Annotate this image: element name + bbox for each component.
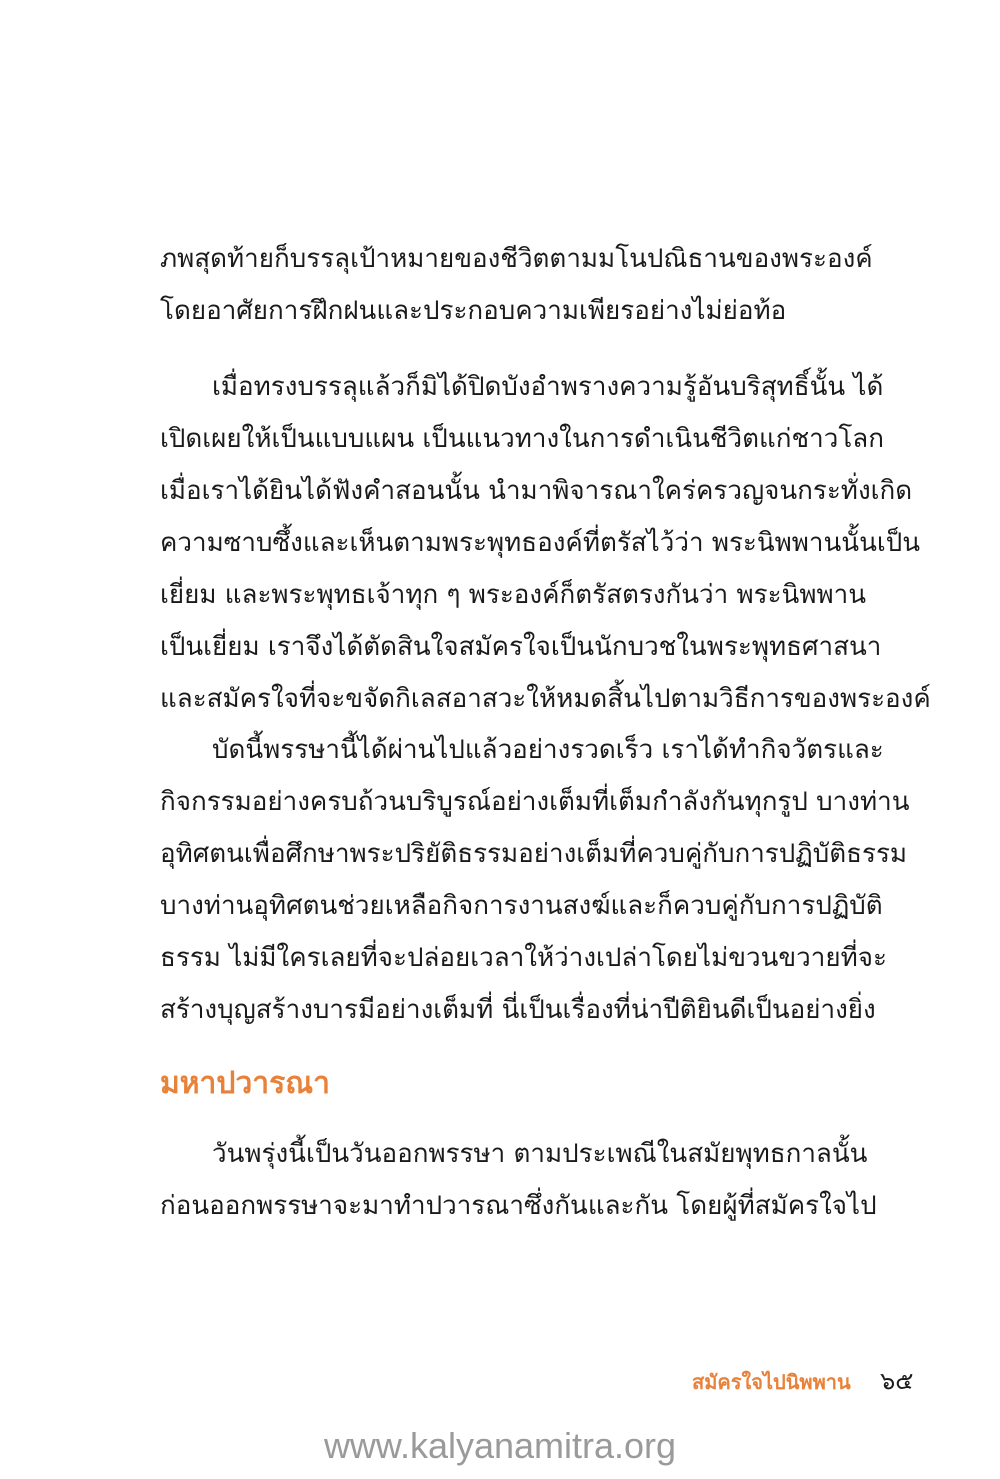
paragraph-3-line: บางท่านอุทิศตนช่วยเหลือกิจการงานสงฆ์และก็ควบคู่กับการปฏิบัติ <box>160 891 883 921</box>
paragraph-2 <box>160 361 931 725</box>
running-footer-title: สมัครใจไปนิพพาน <box>692 1370 851 1394</box>
paragraph-2-line: เยี่ยม และพระพุทธเจ้าทุก ๆ พระองค์ก็ตรัสตรงกันว่า พระนิพพาน <box>160 580 866 610</box>
paragraph-2-line: และสมัครใจที่จะขจัดกิเลสอาสวะให้หมดสิ้นไปตามวิธีการของพระองค์ <box>160 684 931 714</box>
paragraph-2-line: เปิดเผยให้เป็นแบบแผน เป็นแนวทางในการดำเนินชีวิตแก่ชาวโลก <box>160 424 884 454</box>
paragraph-3-line: กิจกรรมอย่างครบถ้วนบริบูรณ์อย่างเต็มที่เต็มกำลังกันทุกรูป บางท่าน <box>160 787 910 817</box>
paragraph-2-line: เมื่อเราได้ยินได้ฟังคำสอนนั้น นำมาพิจารณาใคร่ครวญจนกระทั่งเกิด <box>160 476 913 506</box>
paragraph-4 <box>160 1128 877 1232</box>
paragraph-2-line: ความซาบซึ้งและเห็นตามพระพุทธองค์ที่ตรัสไว้ว่า พระนิพพานนั้นเป็น <box>160 528 921 558</box>
page-number: ๖๕ <box>880 1367 914 1395</box>
paragraph-1-line: ภพสุดท้ายก็บรรลุเป้าหมายของชีวิตตามมโนปณิธานของพระองค์ <box>160 244 873 274</box>
paragraph-3-line: อุทิศตนเพื่อศึกษาพระปริยัติธรรมอย่างเต็มที่ควบคู่กับการปฏิบัติธรรม <box>160 839 908 869</box>
paragraph-3-line: ธรรม ไม่มีใครเลยที่จะปล่อยเวลาให้ว่างเปล่าโดยไม่ขวนขวายที่จะ <box>160 943 887 973</box>
paragraph-1-line: โดยอาศัยการฝึกฝนและประกอบความเพียรอย่างไม่ย่อท้อ <box>160 296 787 326</box>
paragraph-4-line: วันพรุ่งนี้เป็นวันออกพรรษา ตามประเพณีในสมัยพุทธกาลนั้น <box>212 1139 868 1169</box>
website-watermark: www.kalyanamitra.org <box>323 1425 677 1466</box>
paragraph-3-line: สร้างบุญสร้างบารมีอย่างเต็มที่ นี่เป็นเรื่องที่น่าปีติยินดีเป็นอย่างยิ่ง <box>160 995 876 1025</box>
paragraph-3-line: บัดนี้พรรษานี้ได้ผ่านไปแล้วอย่างรวดเร็ว เราได้ทำกิจวัตรและ <box>212 735 884 765</box>
paragraph-1 <box>160 233 873 337</box>
paragraph-4-line: ก่อนออกพรรษาจะมาทำปวารณาซึ่งกันและกัน โดยผู้ที่สมัครใจไป <box>160 1191 877 1221</box>
paragraph-2-line: เมื่อทรงบรรลุแล้วก็มิได้ปิดบังอำพรางความรู้อันบริสุทธิ์นั้น ได้ <box>212 372 884 402</box>
section-heading: มหาปวารณา <box>160 1066 330 1101</box>
paragraph-2-line: เป็นเยี่ยม เราจึงได้ตัดสินใจสมัครใจเป็นนักบวชในพระพุทธศาสนา <box>160 632 882 662</box>
paragraph-3 <box>160 724 910 1036</box>
